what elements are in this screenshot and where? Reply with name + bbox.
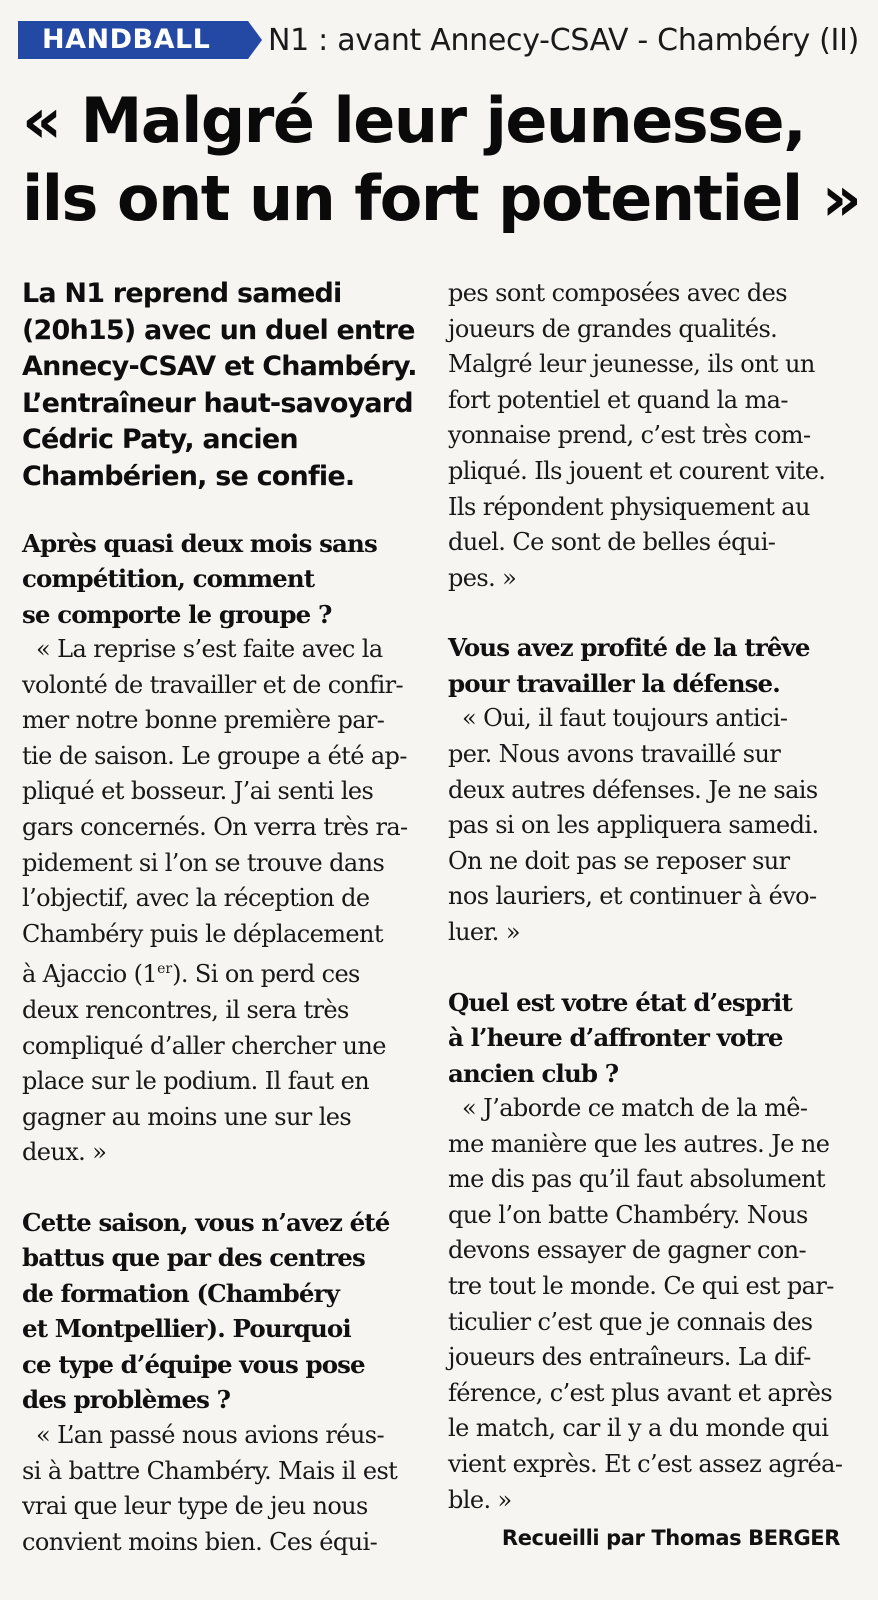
answer-line: ble. » [448, 1485, 512, 1514]
answer-line: tre tout le monde. Ce qui est par- [448, 1271, 834, 1300]
answer-line: pes. » [448, 563, 517, 592]
answer-line: On ne doit pas se reposer sur [448, 846, 790, 875]
answer-line: volonté de travailler et de confir- [22, 670, 404, 699]
question-line: battus que par des centres [22, 1243, 365, 1273]
answer-line: convient moins bien. Ces équi- [22, 1527, 378, 1556]
question-2 [22, 1205, 412, 1418]
answer-line: place sur le podium. Il faut en [22, 1067, 370, 1096]
answer-line: nos lauriers, et continuer à évo- [448, 882, 817, 911]
answer-line: gagner au moins une sur les [22, 1102, 352, 1131]
answer-text: à Ajaccio (1 [22, 960, 158, 989]
question-line: Vous avez profité de la trêve [448, 633, 810, 663]
answer-line: ticulier c’est que je connais des [448, 1307, 813, 1336]
answer-line: pliqué et bosseur. J’ai senti les [22, 777, 374, 806]
article-kicker: N1 : avant Annecy-CSAV - Chambéry (II) [268, 23, 860, 58]
question-line: de formation (Chambéry [22, 1278, 339, 1308]
answer-line: vient exprès. Et c’est assez agréa- [448, 1449, 843, 1478]
answer-line: deux autres défenses. Je ne sais [448, 775, 818, 804]
answer-line: le match, car il y a du monde qui [448, 1414, 829, 1443]
question-line: Après quasi deux mois sans [22, 528, 377, 558]
question-line: se comporte le groupe ? [22, 599, 332, 629]
question-line: pour travailler la défense. [448, 668, 780, 698]
question-line: ancien club ? [448, 1058, 619, 1088]
answer-line: « La reprise s’est faite avec la [22, 635, 383, 664]
answer-line: gars concernés. On verra très ra- [22, 813, 408, 842]
answer-line: fort potentiel et quand la ma- [448, 385, 788, 414]
answer-line: yonnaise prend, c’est très com- [448, 421, 811, 450]
answer-line: « J’aborde ce match de la mê- [448, 1094, 808, 1122]
intro-line: Annecy-CSAV et Chambéry. [22, 351, 417, 383]
answer-line: pliqué. Ils jouent et courent vite. [448, 456, 826, 485]
question-line: à l’heure d’affronter votre [448, 1023, 783, 1052]
intro-line: Cédric Paty, ancien [22, 424, 298, 456]
answer-line: duel. Ce sont de belles équi- [448, 528, 776, 557]
answer-line: luer. » [448, 917, 520, 946]
answer-line: férence, c’est plus avant et après [448, 1378, 833, 1407]
intro-lead [22, 276, 417, 496]
answer-line: devons essayer de gagner con- [448, 1236, 807, 1265]
answer-line: vrai que leur type de jeu nous [22, 1492, 368, 1521]
answer-4 [448, 1091, 843, 1518]
answer-line: l’objectif, avec la réception de [22, 884, 370, 913]
answer-line-ajaccio [22, 952, 412, 993]
intro-line: (20h15) avec un duel entre [22, 314, 415, 346]
answer-line: joueurs de grandes qualités. [448, 314, 778, 343]
answer-line: « Oui, il faut toujours antici- [448, 704, 788, 733]
question-line: des problèmes ? [22, 1385, 231, 1415]
answer-line: pas si on les appliquera samedi. [448, 811, 819, 840]
question-line: compétition, comment [22, 564, 315, 594]
answer-line: per. Nous avons travaillé sur [448, 739, 781, 768]
answer-2-end [448, 276, 840, 596]
answer-line: Ils répondent physiquement au [448, 492, 810, 521]
intro-line: L’entraîneur haut-savoyard [22, 387, 413, 419]
intro-line: La N1 reprend samedi [22, 278, 342, 309]
answer-line: compliqué d’aller chercher une [22, 1031, 386, 1060]
question-4 [448, 985, 840, 1092]
answer-line: me dis pas qu’il faut absolument [448, 1165, 825, 1194]
headline-line-2: ils ont un fort potentiel » [22, 162, 861, 235]
column-left [22, 270, 417, 1560]
question-line: Cette saison, vous n’avez été [22, 1207, 390, 1237]
answer-line: joueurs des entraîneurs. La dif- [448, 1343, 811, 1372]
article-headline [22, 82, 862, 238]
headline-line-1: « Malgré leur jeunesse, [22, 84, 806, 157]
answer-line: que l’on batte Chambéry. Nous [448, 1200, 808, 1229]
question-1 [22, 526, 412, 633]
question-line: ce type d’équipe vous pose [22, 1349, 365, 1379]
answer-line: mer notre bonne première par- [22, 706, 385, 735]
answer-line: me manière que les autres. Je ne [448, 1129, 830, 1158]
section-tag: HANDBALL [18, 21, 248, 59]
answer-line: Chambéry puis le déplacement [22, 919, 383, 948]
answer-text: ). Si on perd ces [172, 960, 360, 989]
question-line: Quel est votre état d’esprit [448, 987, 792, 1017]
answer-3 [448, 701, 840, 950]
answer-2-start [22, 1418, 412, 1560]
answer-line: deux. » [22, 1138, 107, 1167]
superscript: er [157, 961, 173, 978]
answer-line: deux rencontres, il sera très [22, 996, 349, 1024]
question-line: et Montpellier). Pourquoi [22, 1314, 351, 1344]
author-credit: Recueilli par Thomas BERGER [501, 1526, 840, 1551]
column-right [448, 270, 843, 1554]
answer-line: si à battre Chambéry. Mais il est [22, 1456, 398, 1485]
answer-1 [22, 632, 412, 1171]
question-3 [448, 630, 840, 701]
answer-line: « L’an passé nous avions réus- [22, 1420, 384, 1449]
answer-line: pes sont composées avec des [448, 279, 787, 307]
intro-line: Chambérien, se confie. [22, 460, 355, 492]
answer-line: Malgré leur jeunesse, ils ont un [448, 350, 815, 379]
article-header [18, 18, 863, 64]
answer-line: pidement si l’on se trouve dans [22, 848, 385, 877]
answer-line: tie de saison. Le groupe a été ap- [22, 741, 407, 770]
